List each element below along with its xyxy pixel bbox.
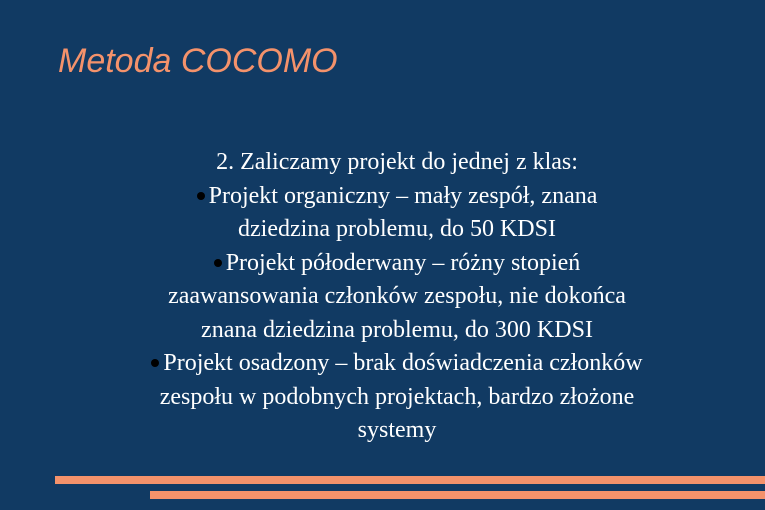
bullet-semidetached-line2: zaawansowania członków zespołu, nie dokońca	[168, 283, 626, 309]
bullet-dot-icon	[214, 259, 222, 267]
bullet-item-semidetached	[40, 247, 754, 348]
bullet-organic-line2: dziedzina problemu, do 50 KDSI	[238, 216, 556, 242]
bullet-embedded-line2: zespołu w podobnych projektach, bardzo złożone	[159, 383, 635, 410]
bullet-item-embedded	[40, 347, 754, 448]
bullet-embedded-line1: Projekt osadzony – brak doświadczenia członków	[163, 350, 643, 376]
bullet-embedded-line3: systemy	[357, 417, 437, 443]
bullet-dot-icon	[151, 359, 159, 367]
bullet-organic-line1: Projekt organiczny – mały zespół, znana	[208, 182, 598, 209]
bullet-item-organic	[40, 180, 754, 247]
decorative-bar-top	[55, 476, 765, 484]
decorative-bar-bottom	[150, 491, 765, 499]
bullet-dot-icon	[197, 192, 205, 200]
slide-content	[40, 146, 754, 448]
bullet-semidetached-line3: znana dziedzina problemu, do 300 KDSI	[201, 316, 593, 343]
slide-title: Metoda COCOMO	[58, 42, 338, 80]
bullet-semidetached-line1: Projekt półoderwany – różny stopień	[225, 249, 581, 276]
intro-text: 2. Zaliczamy projekt do jednej z klas:	[216, 149, 578, 175]
